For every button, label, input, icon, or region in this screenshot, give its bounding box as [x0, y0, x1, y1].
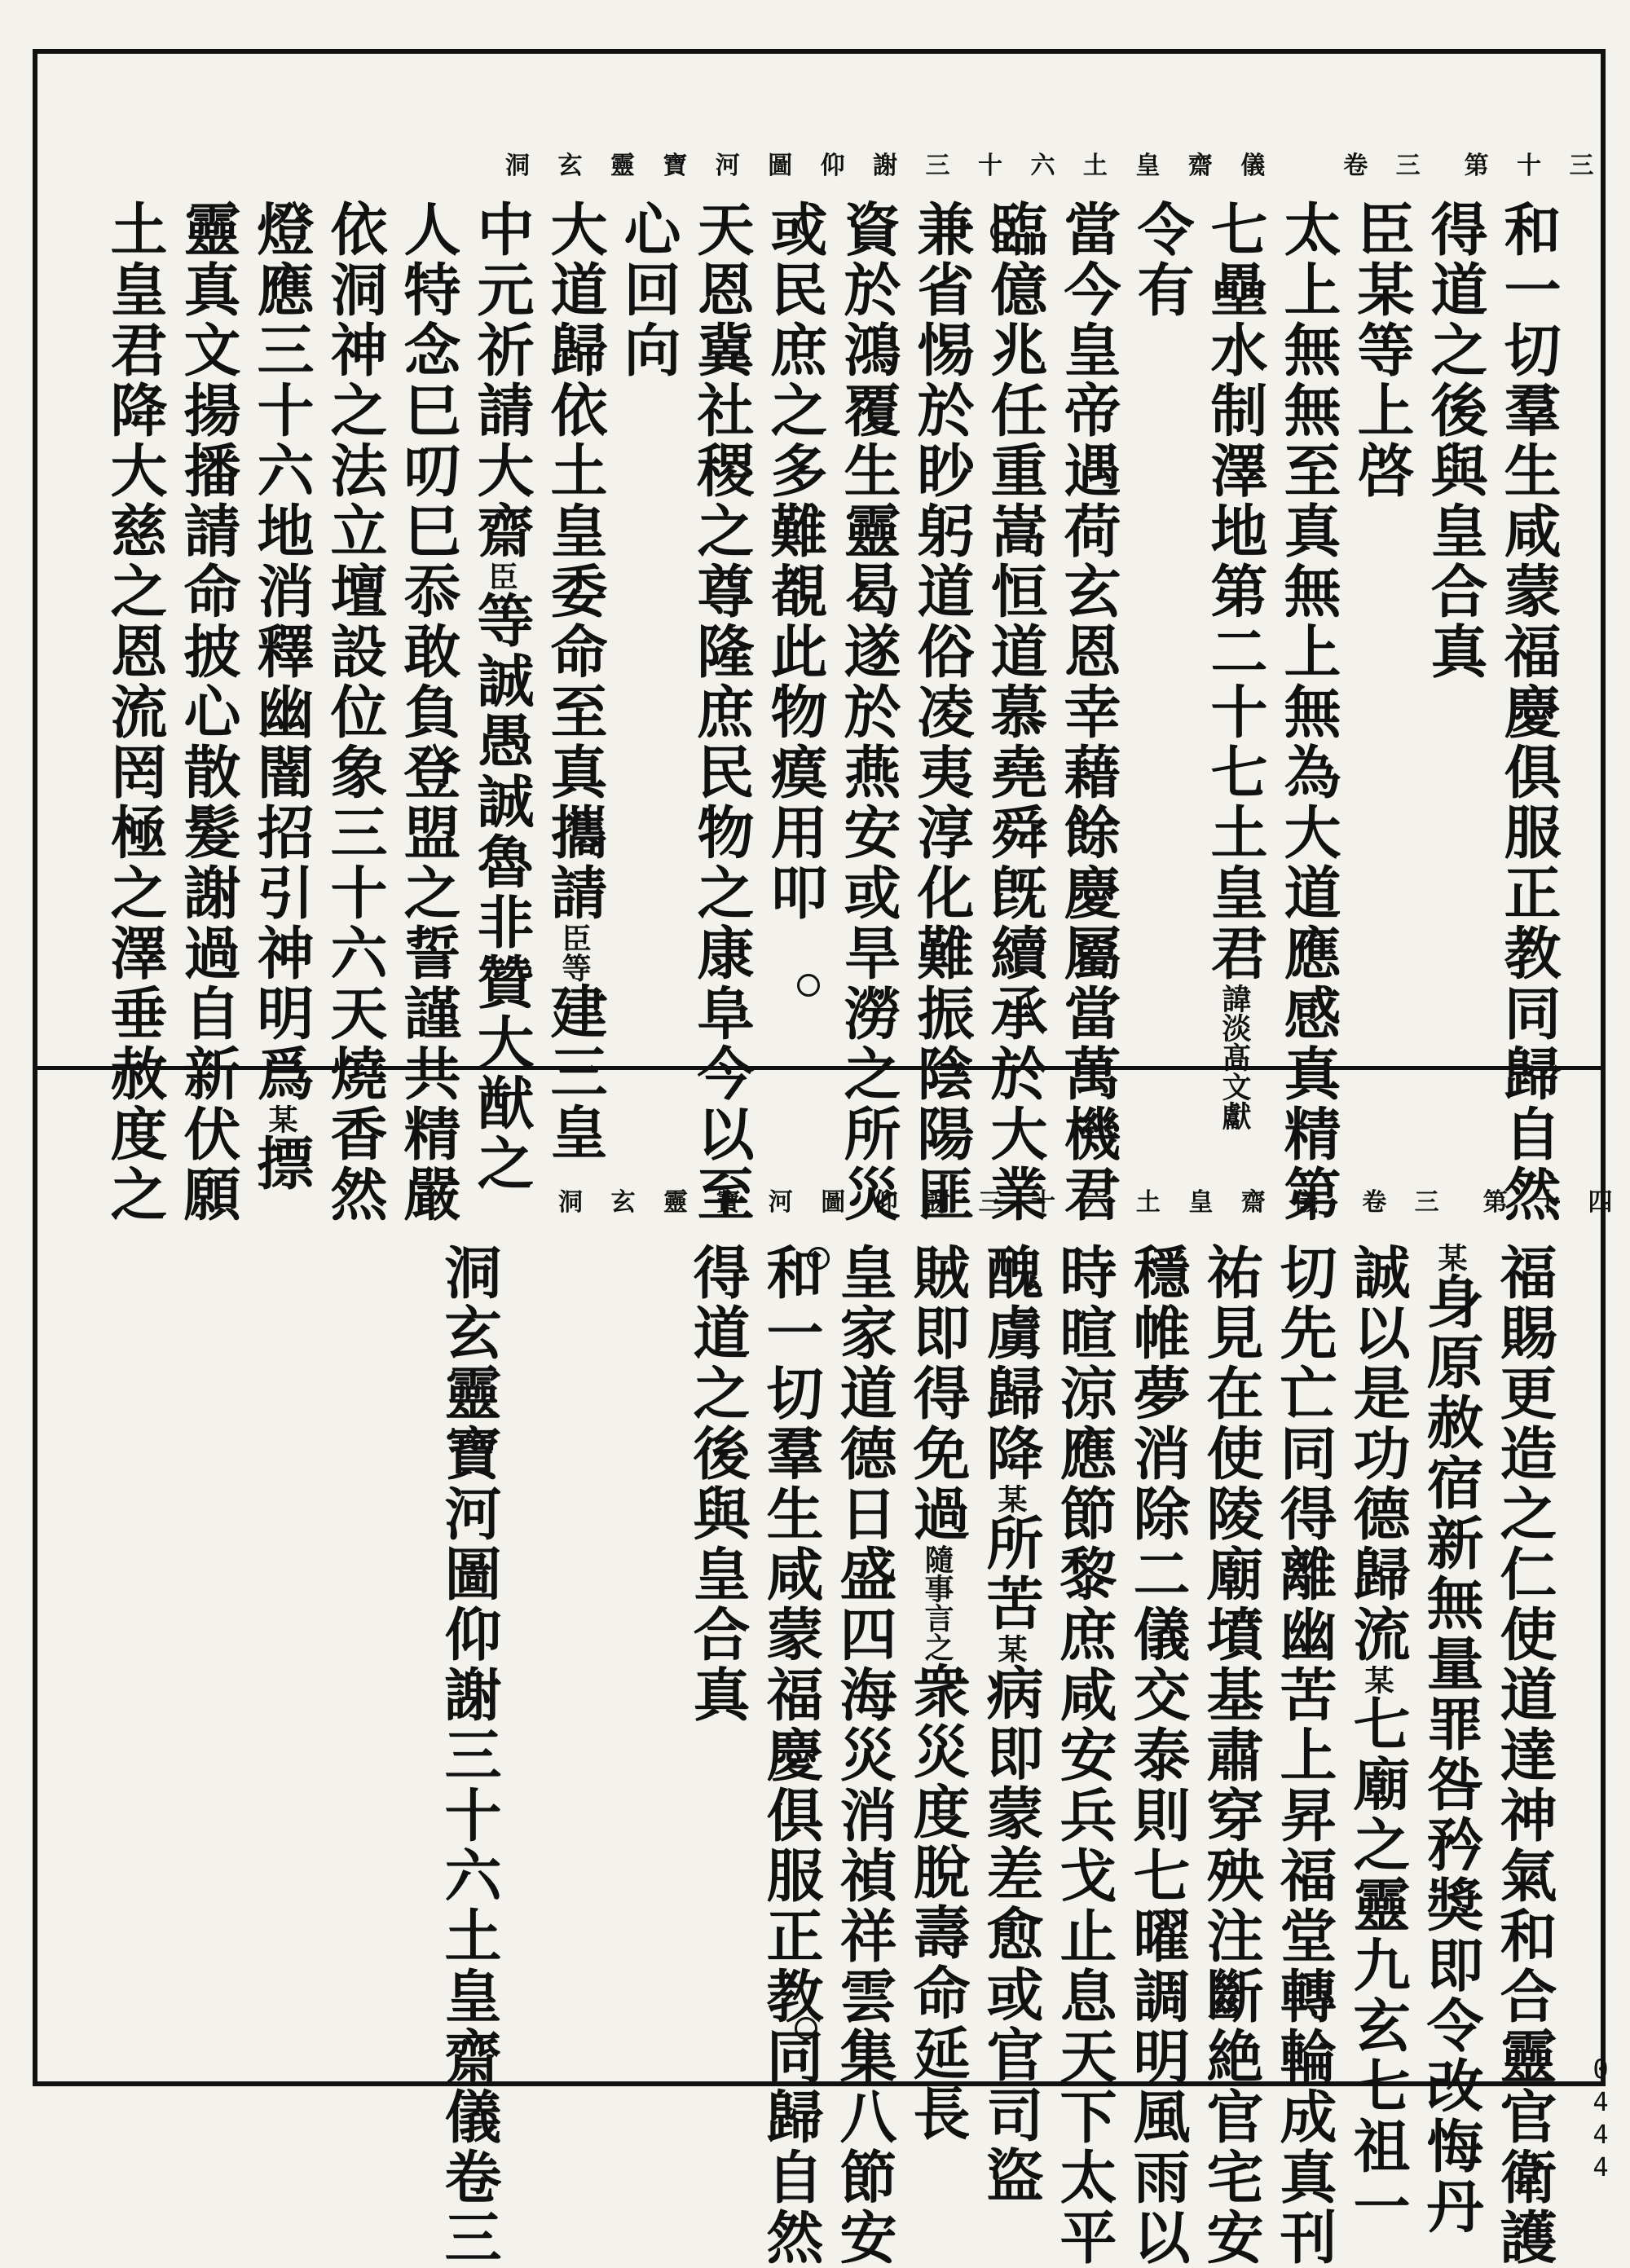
column-text-continued: 建三皇 — [541, 982, 609, 1163]
column-text: 臨億兆任重嵩恒道慕堯舜旣續承於大業 — [981, 200, 1049, 1225]
column-text: 時暄涼應節黎庶咸安兵戈止息天下太平 — [1051, 1243, 1118, 2268]
lower-column — [1197, 1243, 1265, 2268]
interlinear-note: 隨事言之 — [920, 1544, 954, 1662]
upper-column — [908, 200, 976, 1225]
upper-header: 洞 玄 靈 寶 河 圖 仰 謝 三 十 六 土 皇 齋 儀 卷 三 第 十 三 — [505, 152, 1604, 180]
interlinear-note: 某 — [993, 1484, 1028, 1513]
lower-column — [1417, 1243, 1485, 2237]
interlinear-note: 臣 — [484, 561, 518, 591]
column-text: 中元祈請大齋 — [468, 200, 535, 561]
upper-column — [468, 200, 535, 1194]
upper-column — [688, 200, 756, 1225]
upper-column — [1055, 200, 1122, 1225]
upper-column — [835, 200, 902, 1225]
upper-column — [1128, 200, 1196, 320]
lower-column — [1124, 1243, 1192, 2268]
column-text: 當今皇帝遇荷玄恩幸藉餘慶屬當萬機君 — [1055, 200, 1122, 1225]
lower-column — [684, 1243, 751, 1725]
column-text: 令有 — [1128, 200, 1196, 320]
column-text: 和一切羣生咸蒙福慶俱服正教同歸自然 — [757, 1243, 825, 2268]
column-text: 天恩冀社稷之尊隆庶民物之康阜今以至 — [688, 200, 756, 1225]
lower-column — [1271, 1243, 1338, 2268]
upper-column — [761, 200, 829, 923]
upper-column — [981, 200, 1049, 1225]
upper-column — [1421, 200, 1489, 682]
column-text-continued: 所苦 — [977, 1513, 1045, 1634]
lower-column — [1051, 1243, 1118, 2268]
upper-column — [541, 200, 609, 1163]
lower-header: 洞 玄 靈 寶 河 圖 仰 謝 三 十 六 土 皇 齋 儀 卷 三 第 十 四 — [558, 1188, 1623, 1217]
punctuation-circle — [797, 214, 820, 236]
punctuation-circle — [797, 974, 820, 997]
lower-column — [435, 1243, 503, 2268]
column-text-continued: 摽 — [248, 1134, 315, 1194]
lower-column — [757, 1243, 825, 2268]
interlinear-note: 諱淡髙文獻 — [1218, 984, 1252, 1130]
column-text: 資於鴻覆生靈曷遂於燕安或旱澇之所災 — [835, 200, 902, 1225]
interlinear-note: 某 — [264, 1104, 298, 1134]
lower-column — [977, 1243, 1045, 2206]
page-number: 0444 — [1585, 2054, 1616, 2184]
column-text: 祐見在使陵廟墳基肅穿殃注斷絶官宅安 — [1197, 1243, 1265, 2268]
upper-column — [174, 200, 242, 1225]
upper-column — [615, 200, 682, 381]
column-text: 土皇君降大慈之恩流罔極之澤垂赦度之 — [101, 200, 169, 1225]
column-text: 福賜更造之仁使道達神氣和合靈官衛護 — [1491, 1243, 1558, 2268]
interlinear-note: 某 — [1360, 1665, 1394, 1694]
upper-column — [248, 200, 315, 1194]
column-text-continued: 等誠愚誠魯非贊大猷之 — [468, 591, 535, 1194]
column-text: 七壘水制澤地第二十七土皇君 — [1201, 200, 1269, 984]
punctuation-circle — [990, 220, 1013, 243]
column-text: 穩帷夢消除二儀交泰則七曜調明風雨以 — [1124, 1243, 1192, 2268]
upper-column — [1275, 200, 1342, 1225]
column-text-continued: 衆災度脫壽命延長 — [904, 1662, 971, 2144]
lower-column — [904, 1243, 971, 2144]
punctuation-circle — [807, 1247, 830, 1270]
column-text: 或民庶之多難覩此物瘼用叩 — [761, 200, 829, 923]
column-text: 人特念巳叨巳忝敢負登盟之誓謹共精嚴 — [394, 200, 462, 1225]
column-text: 皇家道德日盛四海災消禎祥雲集八節安 — [830, 1243, 898, 2268]
column-text: 賊即得免過 — [904, 1243, 971, 1544]
interlinear-note: 臣等 — [557, 923, 592, 982]
column-text: 切先亡同得離幽苦上昇福堂轉輪成真刊 — [1271, 1243, 1338, 2268]
column-text: 和一切羣生咸蒙福慶俱服正教同歸自然 — [1495, 200, 1562, 1225]
upper-column — [394, 200, 462, 1225]
column-text-continued: 身原赦宿新無量罪咎矜獎即令改悔丹 — [1417, 1272, 1485, 2237]
upper-column — [321, 200, 389, 1225]
column-text: 兼省惕於眇躬道俗凌夷淳化難振陰陽匪 — [908, 200, 976, 1225]
column-text: 得道之後與皇合真 — [684, 1243, 751, 1725]
column-text: 洞玄靈寶河圖仰謝三十六土皇齋儀卷三 — [435, 1243, 503, 2268]
upper-column — [101, 200, 169, 1225]
column-text: 心回向 — [615, 200, 682, 381]
interlinear-note: 某 — [1434, 1243, 1468, 1272]
lower-column — [1491, 1243, 1558, 2268]
column-text: 靈真文揚播請命披心散髮謝過自新伏願 — [174, 200, 242, 1225]
column-text: 得道之後與皇合真 — [1421, 200, 1489, 682]
column-text: 大道歸依土皇委命至真攜請 — [541, 200, 609, 923]
column-text-continued: 病即蒙差愈或官司盜 — [977, 1663, 1045, 2206]
upper-column — [1201, 200, 1269, 1130]
lower-column — [830, 1243, 898, 2268]
lower-column — [1344, 1243, 1412, 2237]
punctuation-circle — [795, 2017, 817, 2040]
column-text: 醜虜歸降 — [977, 1243, 1045, 1484]
column-text: 誠以是功德歸流 — [1344, 1243, 1412, 1665]
upper-column — [1348, 200, 1416, 501]
column-text-continued: 七廟之靈九玄七祖一 — [1344, 1694, 1412, 2237]
interlinear-note: 某 — [993, 1634, 1028, 1663]
column-text: 臣某等上啓 — [1348, 200, 1416, 501]
upper-column — [1495, 200, 1562, 1225]
column-text: 燈應三十六地消釋幽闇招引神明爲 — [248, 200, 315, 1104]
column-text: 依洞神之法立壇設位象三十六天燒香然 — [321, 200, 389, 1225]
column-text: 太上無無至真無上無為大道應感真精第 — [1275, 200, 1342, 1225]
